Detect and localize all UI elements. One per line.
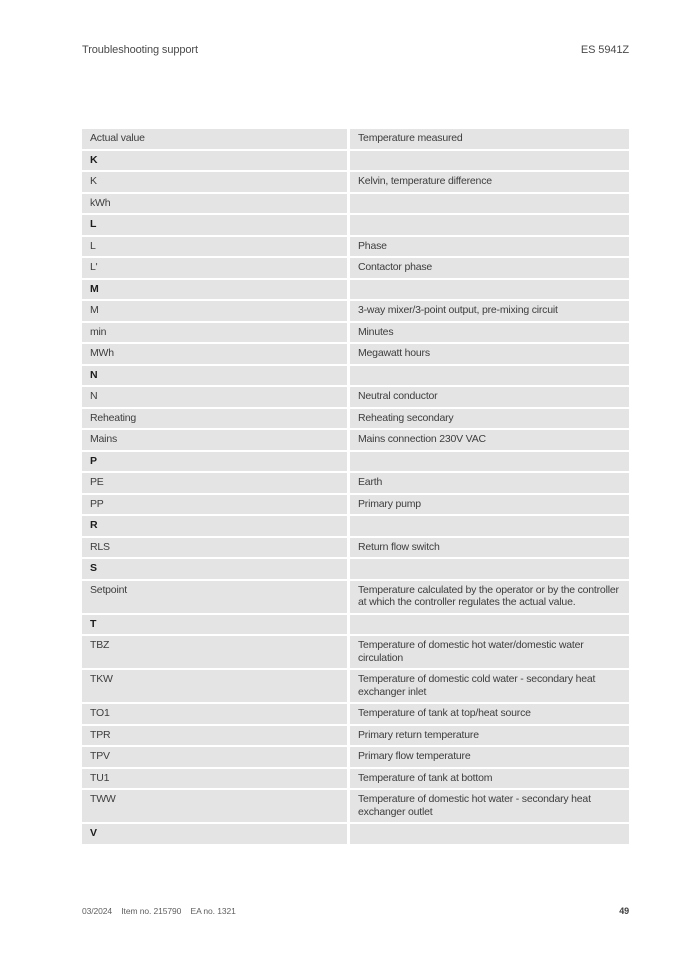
- definition-cell: [350, 452, 629, 472]
- term-cell: TWW: [82, 790, 347, 822]
- term-cell: T: [82, 615, 347, 635]
- section-row: [82, 215, 629, 235]
- definition-cell: Temperature of domestic hot water - secondary heat exchanger outlet: [350, 790, 629, 822]
- table-row: [82, 636, 629, 668]
- term-cell: TPV: [82, 747, 347, 767]
- definition-cell: [350, 824, 629, 844]
- page-footer: [82, 906, 629, 916]
- term-cell: Reheating: [82, 409, 347, 429]
- section-row: [82, 280, 629, 300]
- term-cell: L: [82, 237, 347, 257]
- page-number: 49: [619, 906, 629, 916]
- table-row: [82, 726, 629, 746]
- term-cell: TPR: [82, 726, 347, 746]
- term-cell: K: [82, 172, 347, 192]
- definition-cell: [350, 280, 629, 300]
- section-row: [82, 615, 629, 635]
- table-row: [82, 258, 629, 278]
- footer-publication-info: [82, 906, 236, 916]
- definition-cell: 3-way mixer/3-point output, pre-mixing circuit: [350, 301, 629, 321]
- term-cell: MWh: [82, 344, 347, 364]
- table-row: [82, 581, 629, 613]
- table-row: [82, 301, 629, 321]
- section-row: [82, 452, 629, 472]
- definition-cell: Primary return temperature: [350, 726, 629, 746]
- definition-cell: Temperature of domestic hot water/domestic water circulation: [350, 636, 629, 668]
- table-row: [82, 172, 629, 192]
- definition-cell: Primary pump: [350, 495, 629, 515]
- definition-cell: Contactor phase: [350, 258, 629, 278]
- table-row: [82, 323, 629, 343]
- table-row: [82, 129, 629, 149]
- table-row: [82, 769, 629, 789]
- term-cell: V: [82, 824, 347, 844]
- header-section-title: Troubleshooting support: [82, 44, 198, 56]
- term-cell: TU1: [82, 769, 347, 789]
- table-row: [82, 344, 629, 364]
- definition-cell: Temperature of domestic cold water - secondary heat exchanger inlet: [350, 670, 629, 702]
- table-row: [82, 237, 629, 257]
- footer-ea-number: EA no. 1321: [190, 906, 236, 916]
- section-row: [82, 366, 629, 386]
- term-cell: RLS: [82, 538, 347, 558]
- definition-cell: [350, 194, 629, 214]
- footer-item-number: Item no. 215790: [121, 906, 182, 916]
- term-cell: Actual value: [82, 129, 347, 149]
- section-row: [82, 516, 629, 536]
- term-cell: N: [82, 387, 347, 407]
- header-doc-code: ES 5941Z: [580, 44, 629, 56]
- table-row: [82, 790, 629, 822]
- term-cell: S: [82, 559, 347, 579]
- term-cell: TBZ: [82, 636, 347, 668]
- definition-cell: [350, 151, 629, 171]
- definition-cell: Kelvin, temperature difference: [350, 172, 629, 192]
- table-row: [82, 194, 629, 214]
- term-cell: min: [82, 323, 347, 343]
- term-cell: M: [82, 301, 347, 321]
- term-cell: PP: [82, 495, 347, 515]
- section-row: [82, 151, 629, 171]
- definition-cell: Temperature calculated by the operator or by the controller at which the controller regulates the actual value.: [350, 581, 629, 613]
- section-row: [82, 824, 629, 844]
- definition-cell: Temperature of tank at top/heat source: [350, 704, 629, 724]
- definition-cell: [350, 516, 629, 536]
- definition-cell: [350, 615, 629, 635]
- term-cell: TKW: [82, 670, 347, 702]
- definition-cell: Earth: [350, 473, 629, 493]
- term-cell: kWh: [82, 194, 347, 214]
- definition-cell: Megawatt hours: [350, 344, 629, 364]
- term-cell: L': [82, 258, 347, 278]
- definition-cell: [350, 366, 629, 386]
- term-cell: TO1: [82, 704, 347, 724]
- section-row: [82, 559, 629, 579]
- table-row: [82, 704, 629, 724]
- definition-cell: [350, 215, 629, 235]
- definition-cell: Primary flow temperature: [350, 747, 629, 767]
- definition-cell: Reheating secondary: [350, 409, 629, 429]
- table-row: [82, 473, 629, 493]
- table-row: [82, 670, 629, 702]
- definition-cell: Minutes: [350, 323, 629, 343]
- definition-cell: Temperature of tank at bottom: [350, 769, 629, 789]
- term-cell: L: [82, 215, 347, 235]
- table-row: [82, 387, 629, 407]
- table-row: [82, 747, 629, 767]
- definition-cell: Temperature measured: [350, 129, 629, 149]
- footer-date: 03/2024: [82, 906, 113, 916]
- definition-cell: Neutral conductor: [350, 387, 629, 407]
- table-row: [82, 430, 629, 450]
- term-cell: P: [82, 452, 347, 472]
- definition-cell: Phase: [350, 237, 629, 257]
- page-header: [82, 44, 629, 56]
- table-row: [82, 409, 629, 429]
- term-cell: N: [82, 366, 347, 386]
- term-cell: Mains: [82, 430, 347, 450]
- term-cell: R: [82, 516, 347, 536]
- table-row: [82, 495, 629, 515]
- glossary-table: [82, 129, 629, 846]
- term-cell: K: [82, 151, 347, 171]
- table-row: [82, 538, 629, 558]
- term-cell: M: [82, 280, 347, 300]
- definition-cell: [350, 559, 629, 579]
- definition-cell: Mains connection 230V VAC: [350, 430, 629, 450]
- term-cell: Setpoint: [82, 581, 347, 613]
- definition-cell: Return flow switch: [350, 538, 629, 558]
- term-cell: PE: [82, 473, 347, 493]
